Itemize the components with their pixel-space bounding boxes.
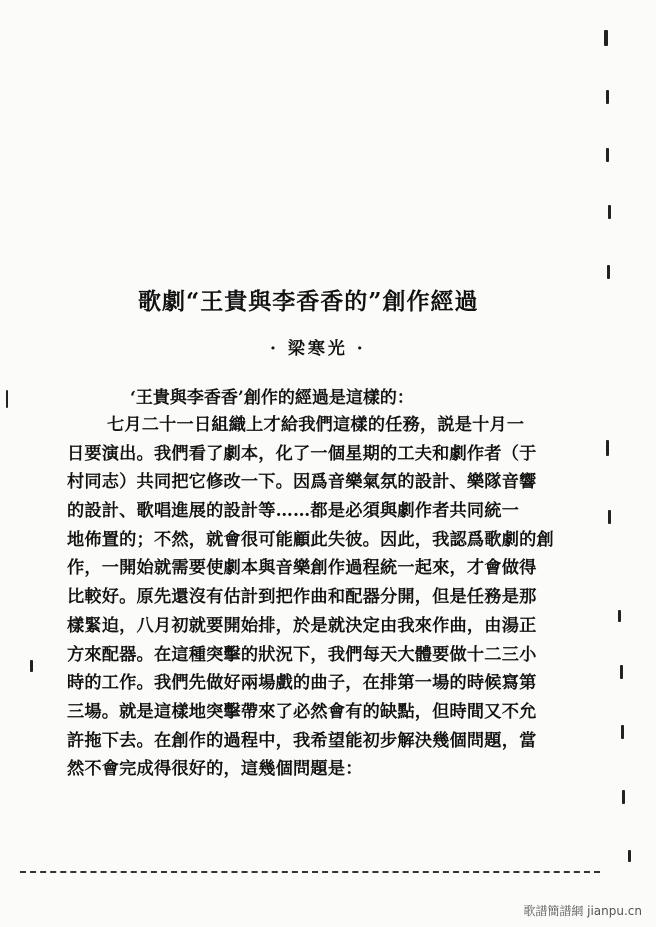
text-line: 然不會完成得很好的，這幾個問題是： bbox=[67, 759, 363, 780]
scan-mark bbox=[622, 790, 625, 804]
lead-sentence: ‘王貴與李香香’創作的經過是這樣的： bbox=[130, 388, 414, 408]
body-text bbox=[67, 411, 557, 784]
text-line: 作，一開始就需要使劇本與音樂創作過程統一起來，才會做得 bbox=[67, 558, 537, 579]
text-line: 樣緊迫，八月初就要開始排，於是就決定由我來作曲，由湯正 bbox=[67, 615, 537, 636]
text-line: 日要演出。我們看了劇本，化了一個星期的工夫和劇作者（于 bbox=[67, 443, 537, 464]
scan-mark bbox=[606, 148, 609, 162]
text-line: 村同志）共同把它修改一下。因爲音樂氣氛的設計、樂隊音響 bbox=[67, 472, 537, 493]
article-title: 歌劇“王貴與李香香的”創作經過 bbox=[138, 288, 479, 315]
text-line: 的設計、歌唱進展的設計等……都是必須與劇作者共同統一 bbox=[67, 501, 520, 522]
scan-mark bbox=[604, 30, 608, 46]
text-line: 方來配器。在這種突擊的狀況下，我們每天大體要做十二三小 bbox=[67, 644, 537, 665]
text-line: 比較好。原先還沒有估計到把作曲和配器分開，但是任務是那 bbox=[67, 587, 537, 608]
scan-mark bbox=[620, 665, 623, 679]
scan-mark bbox=[628, 850, 631, 862]
text-line: 三場。就是這樣地突擊帶來了必然會有的缺點，但時間又不允 bbox=[67, 701, 537, 722]
text-line: 許拖下去。在創作的過程中，我希望能初步解決幾個問題，當 bbox=[67, 730, 537, 751]
scan-mark bbox=[608, 205, 611, 219]
site-watermark: 歌譜簡譜網 jianpu.cn bbox=[523, 904, 642, 918]
text-line: 時的工作。我們先做好兩場戲的曲子，在排第一場的時候寫第 bbox=[67, 673, 537, 694]
scan-mark bbox=[606, 90, 609, 104]
scan-mark bbox=[621, 725, 624, 739]
author-name: · 梁寒光 · bbox=[270, 339, 366, 359]
scan-mark bbox=[608, 510, 611, 524]
scan-mark bbox=[30, 660, 33, 672]
scan-mark bbox=[606, 440, 609, 456]
scan-mark bbox=[618, 610, 621, 622]
scan-mark bbox=[6, 390, 8, 408]
scan-mark bbox=[607, 265, 610, 279]
text-line: 地佈置的；不然，就會很可能顧此失彼。因此，我認爲歌劇的創 bbox=[67, 529, 554, 550]
page-bottom-rule bbox=[20, 871, 600, 873]
text-line: 七月二十一日組織上才給我們這樣的任務，説是十月一 bbox=[107, 415, 525, 435]
